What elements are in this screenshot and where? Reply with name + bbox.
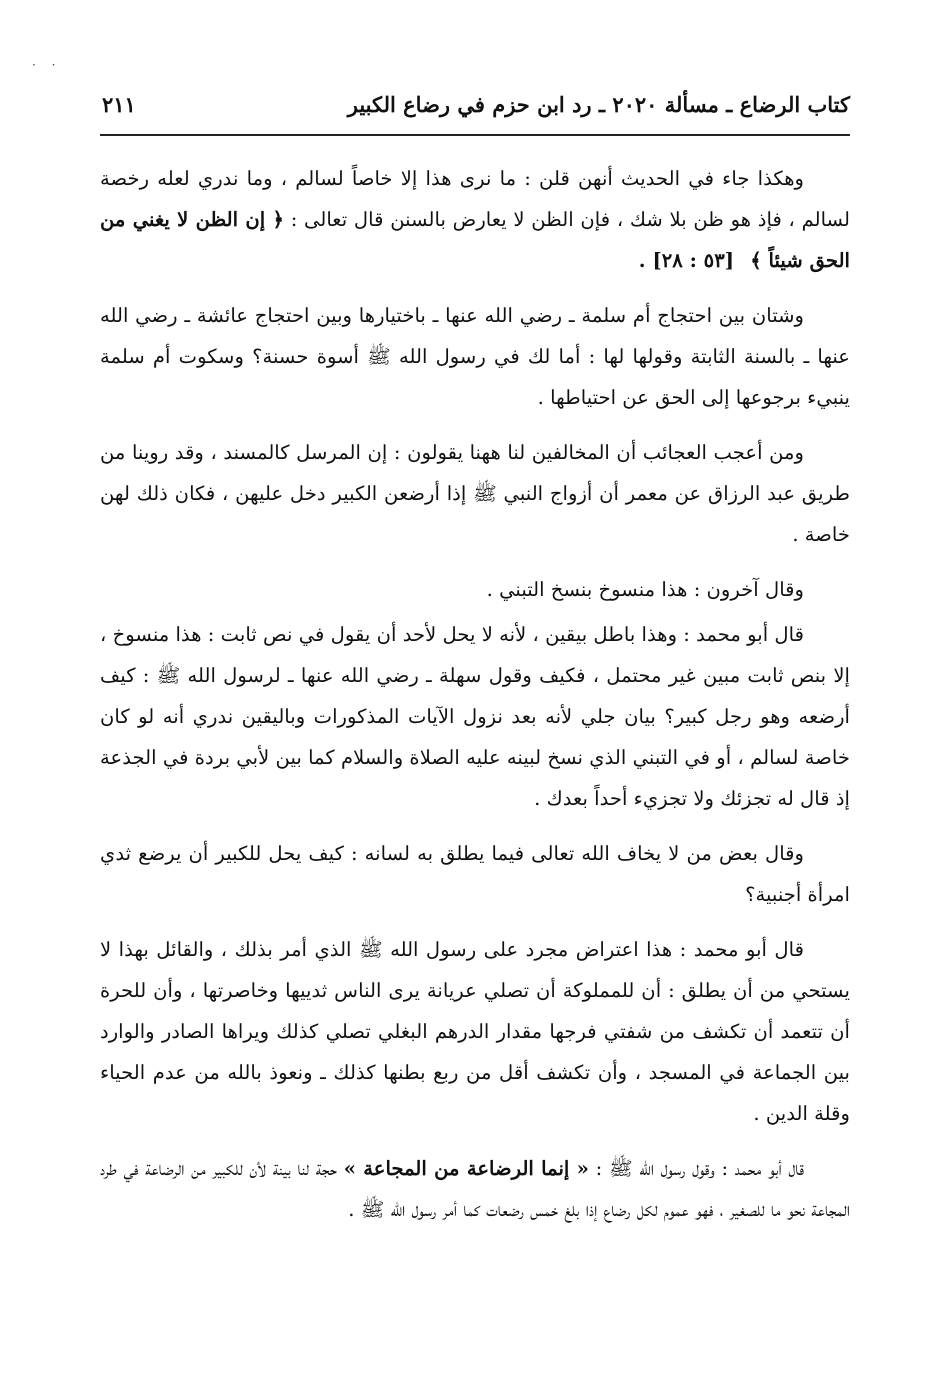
paragraph-text: قال أبو محمد : وقول رسول الله ﷺ :	[595, 1157, 805, 1180]
book-page	[100, 80, 850, 1330]
paragraph-text: وقال آخرون : هذا منسوخ بنسخ التبني .	[486, 578, 804, 601]
chapter-title: كتاب الرضاع ـ مسألة ٢٠٢٠ ـ رد ابن حزم في رضاع الكبير	[347, 92, 850, 117]
header-divider	[100, 134, 850, 136]
hadith-quote: « إنما الرضاعة من المجاعة »	[343, 1157, 589, 1180]
paragraph-rebuttal	[100, 929, 850, 1134]
paragraph-hadith-salim	[100, 158, 850, 281]
paragraph-text: وهكذا جاء في الحديث أنهن قلن : ما نرى هذا إلا خاصاً لسالم ، وما ندري لعله رخصة لسالم ، فإذ هو ظن بلا شك ، فإن الظن لا يعارض بالسنن قال تعالى :	[100, 167, 851, 231]
paragraph-mursal	[100, 432, 850, 555]
page-number: ٢١١	[102, 92, 136, 117]
paragraph-text: وشتان بين احتجاج أم سلمة ـ رضي الله عنها ـ باختيارها وبين احتجاج عائشة ـ رضي الله عنها ـ بالسنة الثابتة وقولها لها : أما لك في رسول الله ﷺ أسوة حسنة؟ وسكوت أم سلمة ينبيء برجوعها إلى الحق عن احتياطها .	[100, 304, 850, 409]
paragraph-majaa-hadith	[100, 1148, 850, 1230]
paragraph-text: قال أبو محمد : هذا اعتراض مجرد على رسول الله ﷺ الذي أمر بذلك ، والقائل بهذا لا يستحي من أن يطلق : أن للمملوكة أن تصلي عريانة يرى الناس ثدييها وخاصرتها ، وأن للحرة أن تتعمد أن تكشف من شفتي فرجها مقدار الدرهم البغلي تصلي كذلك ويراها الصادر والوارد بين الجماعة في المسجد ، وأن تكشف أقل من ربع بطنها كذلك ـ ونعوذ بالله من عدم الحياء وقلة الدين .	[100, 938, 850, 1125]
paragraph-abrogation-claim	[100, 569, 850, 610]
scan-speck-marks: · ·	[32, 58, 62, 72]
paragraph-objection	[100, 833, 850, 915]
running-header	[100, 80, 850, 128]
paragraph-text: قال أبو محمد : وهذا باطل بيقين ، لأنه لا يحل لأحد أن يقول في نص ثابت : هذا منسوخ ، إلا بنص ثابت مبين غير محتمل ، فكيف وقول سهلة ـ رضي الله عنها ـ لرسول الله ﷺ : كيف أرضعه وهو رجل كبير؟ بيان جلي لأنه بعد نزول الآيات المذكورات وباليقين ندري أنه لو كان خاصة لسالم ، أو في التبني الذي نسخ لبينه عليه الصلاة والسلام كما بين لأبي بردة في الجذعة إذ قال له تجزئك ولا تجزيء أحداً بعدك .	[100, 623, 850, 810]
quran-quote: ﴿ إن الظن لا يغني من الحق شيئاً ﴾	[100, 208, 850, 272]
paragraph-umm-salama	[100, 295, 850, 418]
paragraph-abu-muhammad-reply	[100, 614, 850, 819]
paragraph-text-continued: حجة لنا بينة لأن للكبير من الرضاعة في طرد المجاعة نحو ما للصغير ، فهو عموم لكل رضاع إذا بلغ خمس رضعات كما أمر رسول الله ﷺ .	[100, 1157, 850, 1221]
paragraph-text: وقال بعض من لا يخاف الله تعالى فيما يطلق به لسانه : كيف يحل للكبير أن يرضع ثدي امرأة أجنبية؟	[100, 842, 850, 906]
quran-reference: [٥٣ : ٢٨] .	[638, 249, 735, 272]
paragraph-text: ومن أعجب العجائب أن المخالفين لنا ههنا يقولون : إن المرسل كالمسند ، وقد روينا من طريق عبد الرزاق عن معمر أن أزواج النبي ﷺ إذا أرضعن الكبير دخل عليهن ، فكان ذلك لهن خاصة .	[100, 441, 850, 546]
